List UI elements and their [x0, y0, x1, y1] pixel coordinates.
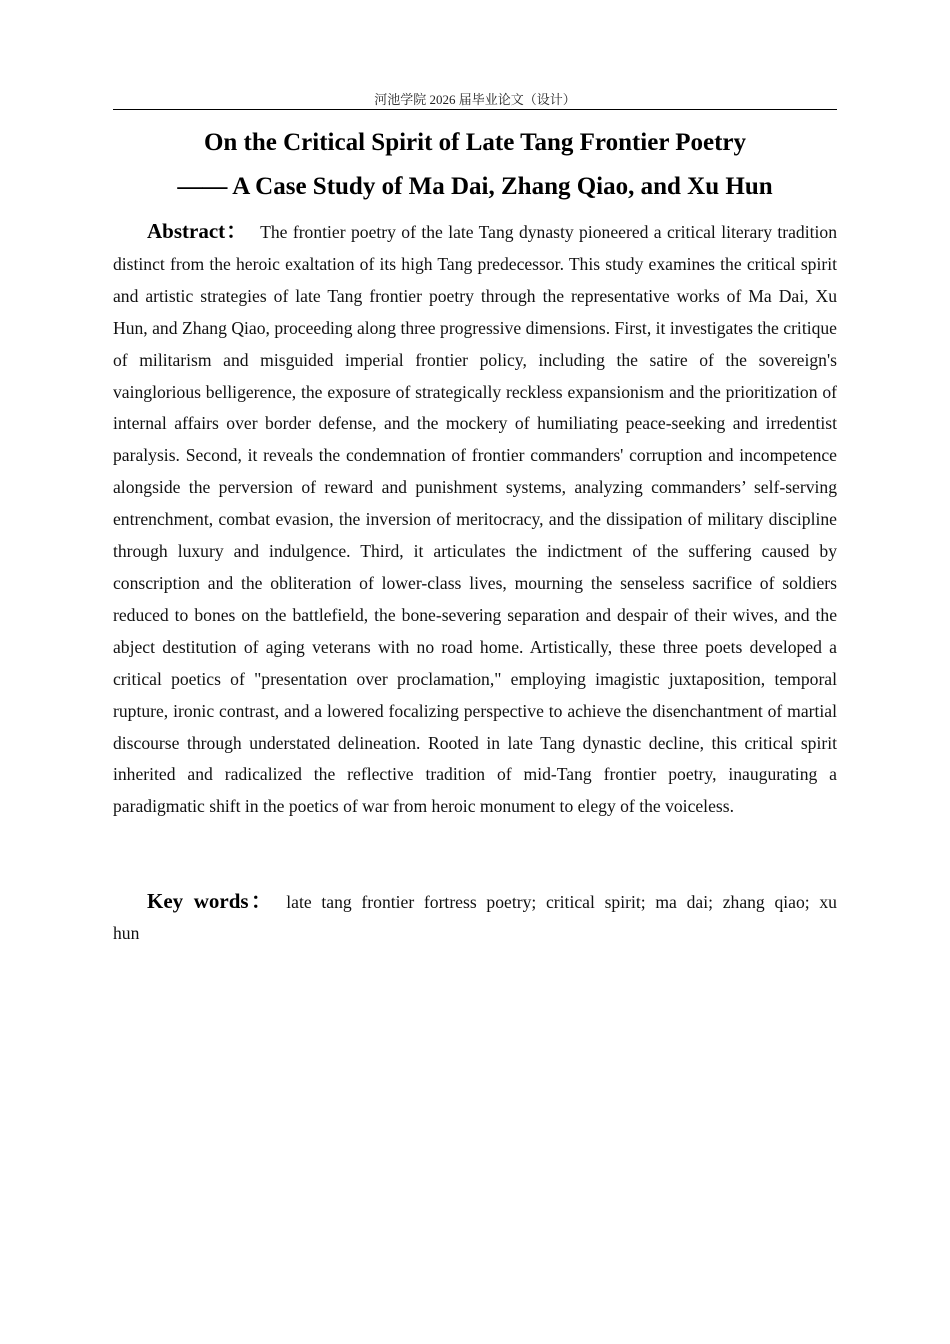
keywords-label: Key words： [147, 889, 275, 913]
abstract-paragraph [113, 216, 837, 823]
abstract-text: The frontier poetry of the late Tang dynasty pioneered a critical literary tradition distinct from the heroic exaltation of its high Tang predecessor. This study examines the critical spirit and artistic strategies of late Tang frontier poetry through the representative works of Ma Dai, Xu Hun, and Zhang Qiao, proceeding along three progressive dimensions. First, it investigates the critique of militarism and misguided imperial frontier policy, including the satire of the sovereign's vainglorious belligerence, the exposure of strategically reckless expansionism and the prioritization of internal affairs over border defense, and the mockery of humiliating peace-seeking and irredentist paralysis. Second, it reveals the condemnation of frontier commanders' corruption and incompetence alongside the perversion of reward and punishment systems, analyzing commanders’ self-serving entrenchment, combat evasion, the inversion of meritocracy, and the dissipation of military discipline through luxury and indulgence. Third, it articulates the indictment of the suffering caused by conscription and the obliteration of lower-class lives, mourning the senseless sacrifice of soldiers reduced to bones on the battlefield, the bone-severing separation and despair of their wives, and the abject destitution of aging veterans with no road home. Artistically, these three poets developed a critical poetics of "presentation over proclamation," employing imagistic juxtaposition, temporal rupture, ironic contrast, and a lowered focalizing perspective to achieve the disenchantment of martial discourse through understated delineation. Rooted in late Tang dynastic decline, this critical spirit inherited and radicalized the reflective tradition of mid-Tang frontier poetry, inaugurating a paradigmatic shift in the poetics of war from heroic monument to elegy of the voiceless. [113, 222, 837, 817]
keywords-paragraph [113, 886, 837, 949]
running-header: 河池学院 2026 届毕业论文（设计） [113, 90, 837, 110]
thesis-title: On the Critical Spirit of Late Tang Frontier Poetry [203, 129, 747, 156]
keywords-text: late tang frontier fortress poetry; critical spirit; ma dai; zhang qiao; xu hun [113, 892, 837, 943]
thesis-subtitle: —— A Case Study of Ma Dai, Zhang Qiao, and Xu Hun [177, 173, 773, 200]
abstract-label: Abstract： [147, 219, 249, 243]
